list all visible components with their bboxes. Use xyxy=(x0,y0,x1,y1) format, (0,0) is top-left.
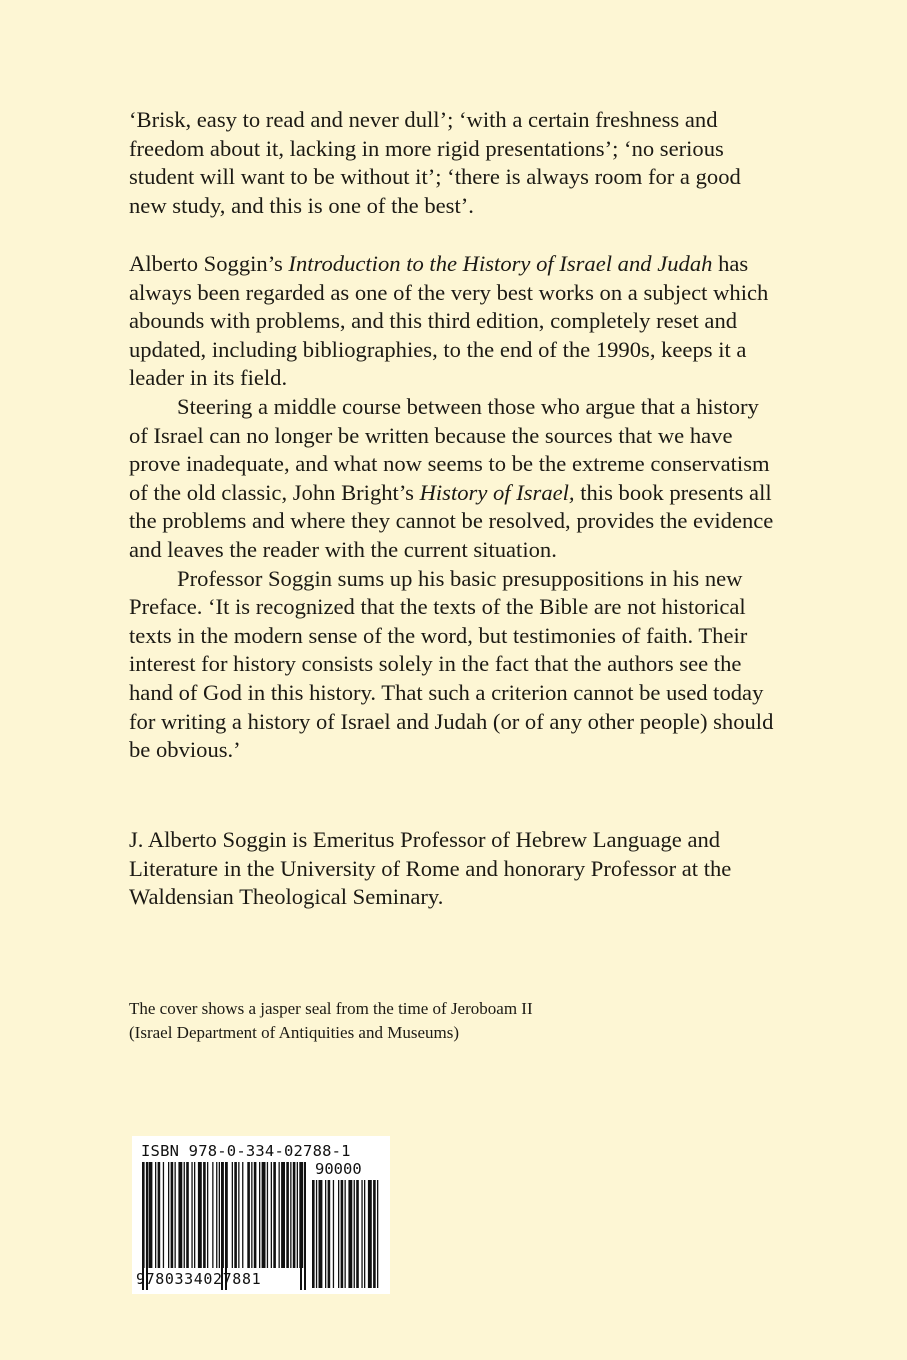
barcode-bar xyxy=(234,1162,237,1268)
barcode-bar xyxy=(232,1162,233,1268)
barcode-bar xyxy=(316,1180,317,1288)
barcode-bar xyxy=(247,1162,250,1268)
barcode-bar xyxy=(212,1162,213,1268)
barcode-bar xyxy=(325,1180,326,1288)
barcode-bar xyxy=(271,1162,272,1268)
barcode-bar xyxy=(175,1162,176,1268)
barcode-bar xyxy=(368,1180,372,1288)
barcode-bar xyxy=(312,1180,315,1288)
barcode-bar xyxy=(373,1180,376,1288)
barcode-bar xyxy=(155,1162,156,1268)
description-paragraph-2 xyxy=(129,393,779,565)
para2-text-a: Steering a middle course between those who argue that a history of Israel can no longer be written because the sources that we have prove inadequate, and what now seems to be the extreme conservatism of the old classic, John Bright’s xyxy=(129,393,770,505)
description-paragraph-3: Professor Soggin sums up his basic presuppositions in his new Preface. ‘It is recognized that the texts of the Bible are not historical texts in the modern sense of the word, but testimonies of faith. Their interest for history consists solely in the fact that the authors see the hand of God in this history. That such a criterion cannot be used today for writing a history of Israel and Judah (or of any other people) should be obvious.’ xyxy=(129,565,774,763)
barcode-bar xyxy=(281,1162,285,1268)
barcode-bar xyxy=(184,1162,185,1268)
para2-text-b: this book presents all the problems and where they cannot be resolved, provides the evidence and leaves the reader with the current situation. xyxy=(129,479,774,562)
barcode-bar xyxy=(267,1162,268,1268)
barcode-bar xyxy=(338,1180,339,1288)
description-paragraph-1 xyxy=(129,250,779,393)
barcode-bar xyxy=(297,1162,298,1268)
bright-title: History of Israel, xyxy=(419,479,575,505)
intro-author: Alberto Soggin’s xyxy=(129,251,289,276)
barcode-bar xyxy=(194,1162,195,1268)
barcode-bar xyxy=(171,1162,174,1268)
barcode-bar xyxy=(345,1180,346,1288)
barcode-bar xyxy=(293,1162,296,1268)
barcode-bar xyxy=(259,1162,260,1268)
barcode-bar xyxy=(149,1162,153,1268)
barcode-bar xyxy=(254,1162,257,1268)
ean-digits: 9780334027881 xyxy=(136,1270,262,1288)
barcode-bar xyxy=(364,1180,365,1288)
barcode-bar xyxy=(216,1162,217,1268)
cover-credit-line-1: The cover shows a jasper seal from the time of Jeroboam II xyxy=(129,999,533,1018)
barcode-bar xyxy=(273,1162,276,1268)
barcode-bar xyxy=(333,1180,334,1288)
barcode-bar xyxy=(242,1162,243,1268)
barcode-bar xyxy=(262,1162,266,1268)
barcode-bar xyxy=(328,1180,331,1288)
barcode-bar xyxy=(354,1180,355,1288)
barcode-bar xyxy=(377,1180,378,1288)
barcode-guard-bar xyxy=(304,1162,306,1290)
cover-credit xyxy=(129,997,779,1045)
barcode-bar xyxy=(178,1162,182,1268)
author-bio-text: J. Alberto Soggin is Emeritus Professor of Hebrew Language and Literature in the University of Rome and honorary Professor at the Waldensian Theological Seminary. xyxy=(129,827,732,910)
barcode-guard-bar xyxy=(300,1162,302,1290)
barcode-bar xyxy=(356,1180,359,1288)
barcode-bar xyxy=(290,1162,291,1268)
barcode-bar xyxy=(207,1162,208,1268)
price-addon-label: 90000 xyxy=(315,1160,362,1178)
barcode-bar xyxy=(341,1180,344,1288)
isbn-barcode xyxy=(132,1136,390,1294)
barcode-bar xyxy=(238,1162,239,1268)
barcode-bar xyxy=(158,1162,161,1268)
book-description xyxy=(129,250,779,765)
barcode-bar xyxy=(279,1162,280,1268)
barcode-bar xyxy=(163,1162,164,1268)
barcode-bar xyxy=(168,1162,169,1268)
barcode-bar xyxy=(203,1162,206,1268)
barcode-bar xyxy=(361,1180,362,1288)
author-bio xyxy=(129,826,779,912)
cover-credit-line-2: (Israel Department of Antiquities and Museums) xyxy=(129,1023,460,1042)
book-title: Introduction to the History of Israel and Judah xyxy=(288,251,713,276)
intro-rest: has always been regarded as one of the very best works on a subject which abounds with problems, and this third edition, completely reset and updated, including bibliographies, to the end of the 1990s, keeps it a leader in its field. xyxy=(129,251,769,391)
barcode-bar xyxy=(251,1162,252,1268)
barcode-bar xyxy=(186,1162,189,1268)
barcode-bar xyxy=(286,1162,289,1268)
review-quotes xyxy=(129,106,779,220)
barcode-bar xyxy=(348,1180,352,1288)
barcode-bar xyxy=(198,1162,202,1268)
review-quotes-text: ‘Brisk, easy to read and never dull’; ‘with a certain freshness and freedom about it, lacking in more rigid presentations’; ‘no serious student will want to be without it’; ‘there is always room for a good new study, and this is one of the best’. xyxy=(129,107,741,218)
barcode-bar xyxy=(319,1180,323,1288)
barcode-bar xyxy=(219,1162,220,1268)
barcode-bar xyxy=(191,1162,192,1268)
isbn-label: ISBN 978-0-334-02788-1 xyxy=(141,1142,351,1160)
